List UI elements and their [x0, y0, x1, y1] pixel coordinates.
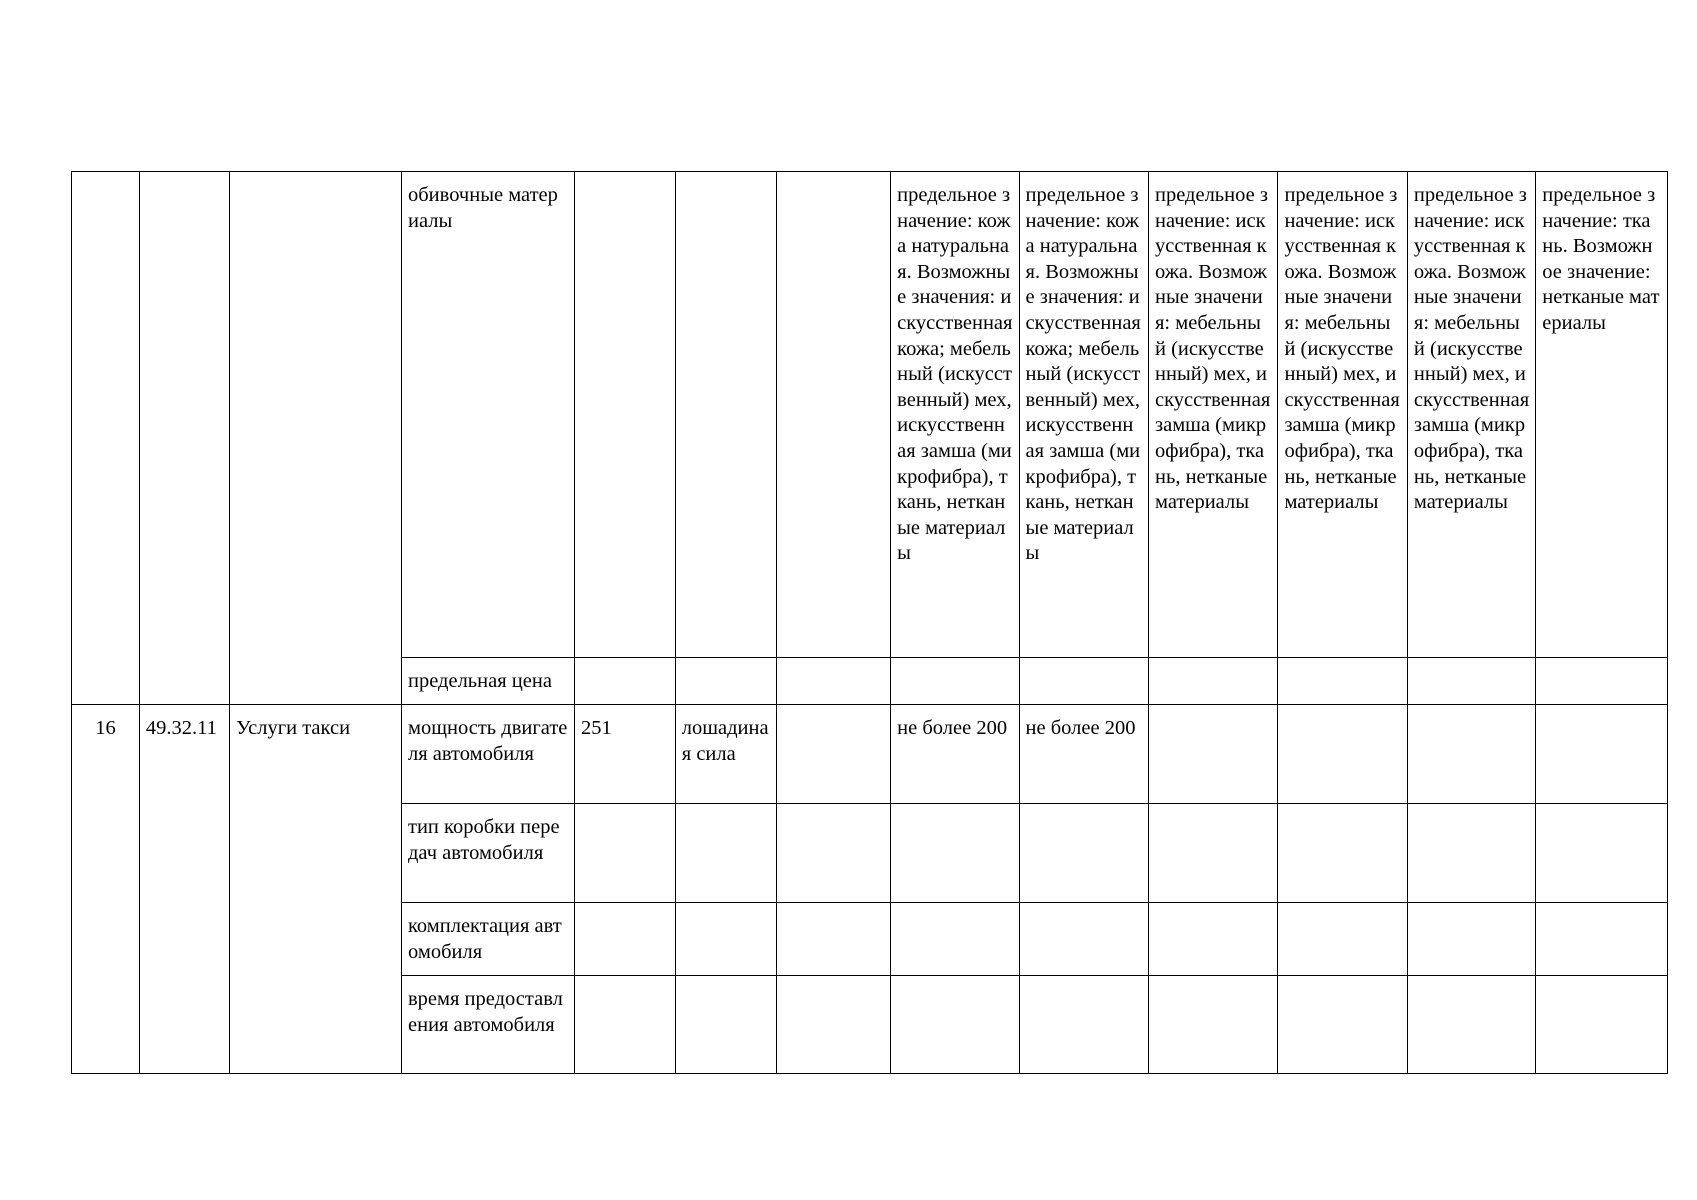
cell-time-value-1 [891, 976, 1019, 1074]
cell-empty [776, 172, 891, 658]
cell-gearbox-value-6 [1536, 804, 1668, 903]
cell-upholstery-value-4: предельное значение: искусственная кожа. Возможные значения: мебельный (искусственный) мех, искусственная замша (микрофибра), ткань, нетканые материалы [1278, 172, 1407, 658]
cell-power-value-6 [1536, 705, 1668, 804]
cell-name-empty [230, 172, 402, 705]
cell-price-value-6 [1536, 658, 1668, 705]
cell-okei-code-power: 251 [574, 705, 675, 804]
cell-upholstery-value-6: предельное значение: ткань. Возможное значение: нетканые материалы [1536, 172, 1668, 658]
cell-price-value-4 [1278, 658, 1407, 705]
cell-config-value-1 [891, 903, 1019, 976]
cell-characteristic-config: комплектация автомобиля [402, 903, 575, 976]
cell-gearbox-value-1 [891, 804, 1019, 903]
cell-upholstery-value-5: предельное значение: искусственная кожа. Возможные значения: мебельный (искусственный) мех, искусственная замша (микрофибра), ткань, нетканые материалы [1407, 172, 1535, 658]
cell-price-value-1 [891, 658, 1019, 705]
cell-power-value-2: не более 200 [1019, 705, 1148, 804]
cell-price-value-2 [1019, 658, 1148, 705]
cell-unit [675, 976, 776, 1074]
cell-okpd2-code: 49.32.11 [139, 705, 229, 1074]
cell-upholstery-value-1: предельное значение: кожа натуральная. Возможные значения: искусственная кожа; мебельный (искусственный) мех, искусственная замша (микрофибра), ткань, нетканые материалы [891, 172, 1019, 658]
cell-number-empty [72, 172, 140, 705]
cell-power-value-3 [1149, 705, 1278, 804]
cell-empty [776, 976, 891, 1074]
cell-price-value-5 [1407, 658, 1535, 705]
cell-row-number: 16 [72, 705, 140, 1074]
cell-unit [675, 172, 776, 658]
cell-okei-code [574, 172, 675, 658]
cell-service-name: Услуги такси [230, 705, 402, 1074]
cell-empty [776, 804, 891, 903]
cell-characteristic-time: время предоставления автомобиля [402, 976, 575, 1074]
cell-upholstery-value-3: предельное значение: искусственная кожа. Возможные значения: мебельный (искусственный) мех, искусственная замша (микрофибра), ткань, нетканые материалы [1149, 172, 1278, 658]
cell-gearbox-value-5 [1407, 804, 1535, 903]
cell-unit-power: лошадиная сила [675, 705, 776, 804]
cell-upholstery-value-2: предельное значение: кожа натуральная. Возможные значения: искусственная кожа; мебельный (искусственный) мех, искусственная замша (микрофибра), ткань, нетканые материалы [1019, 172, 1148, 658]
cell-gearbox-value-3 [1149, 804, 1278, 903]
cell-config-value-4 [1278, 903, 1407, 976]
cell-power-value-1: не более 200 [891, 705, 1019, 804]
cell-okei-code [574, 976, 675, 1074]
cell-okei-code [574, 804, 675, 903]
table-row-engine-power [72, 705, 1668, 804]
cell-empty [776, 903, 891, 976]
cell-time-value-3 [1149, 976, 1278, 1074]
cell-characteristic-power: мощность двигателя автомобиля [402, 705, 575, 804]
table-row-upholstery [72, 172, 1668, 658]
cell-time-value-6 [1536, 976, 1668, 1074]
cell-price-value-3 [1149, 658, 1278, 705]
cell-time-value-5 [1407, 976, 1535, 1074]
cell-empty [776, 658, 891, 705]
cell-okei-code [574, 658, 675, 705]
cell-unit [675, 658, 776, 705]
characteristics-table [71, 171, 1668, 1074]
cell-config-value-6 [1536, 903, 1668, 976]
cell-config-value-3 [1149, 903, 1278, 976]
cell-gearbox-value-4 [1278, 804, 1407, 903]
cell-config-value-2 [1019, 903, 1148, 976]
cell-okei-code [574, 903, 675, 976]
cell-empty [776, 705, 891, 804]
cell-characteristic-upholstery: обивочные материалы [402, 172, 575, 658]
cell-time-value-2 [1019, 976, 1148, 1074]
cell-time-value-4 [1278, 976, 1407, 1074]
cell-power-value-5 [1407, 705, 1535, 804]
cell-unit [675, 903, 776, 976]
cell-characteristic-price: предельная цена [402, 658, 575, 705]
cell-gearbox-value-2 [1019, 804, 1148, 903]
cell-power-value-4 [1278, 705, 1407, 804]
cell-characteristic-gearbox: тип коробки передач автомобиля [402, 804, 575, 903]
cell-config-value-5 [1407, 903, 1535, 976]
cell-code-empty [139, 172, 229, 705]
cell-unit [675, 804, 776, 903]
